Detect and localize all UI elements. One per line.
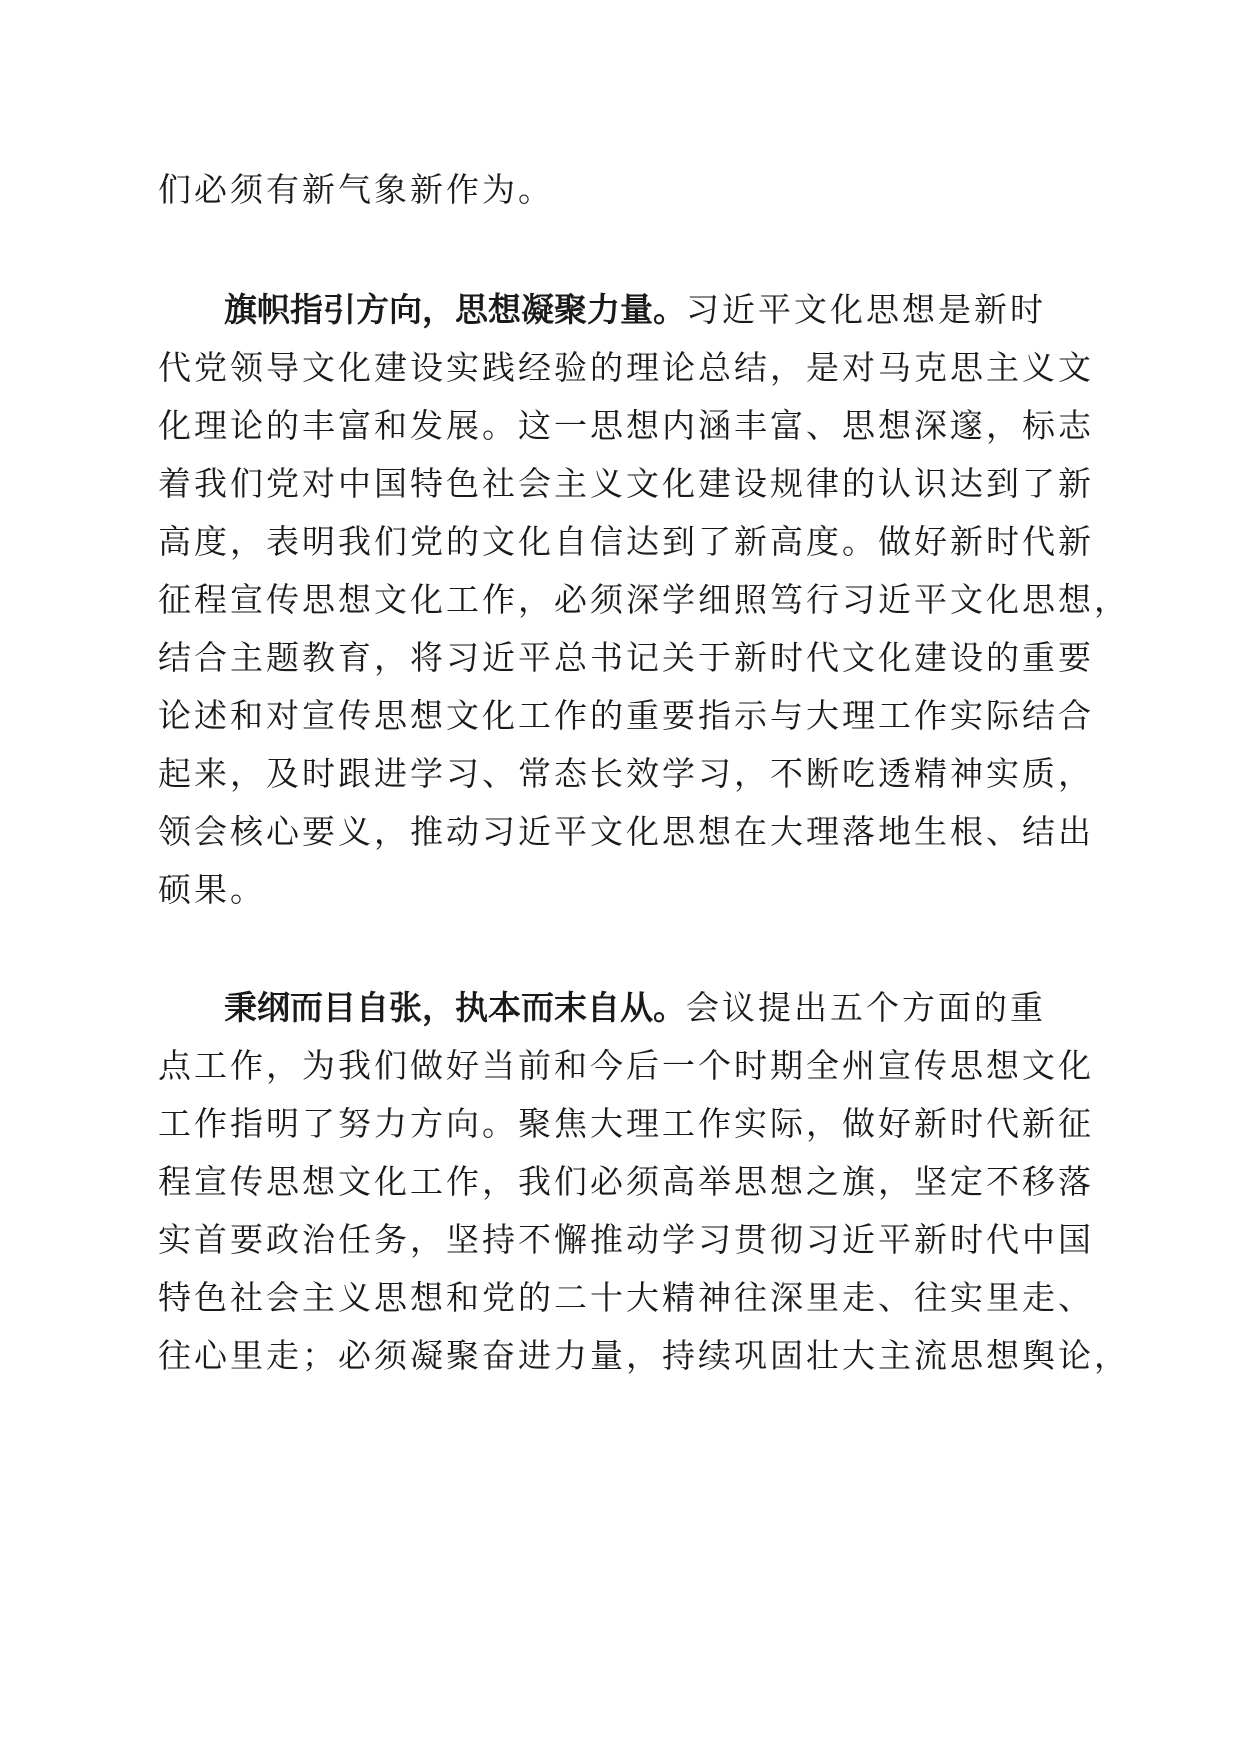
section1-line: 论述和对宣传思想文化工作的重要指示与大理工作实际结合 xyxy=(158,696,1094,735)
section1-line: 硕果。 xyxy=(158,870,266,909)
section2-line: 工作指明了努力方向。聚焦大理工作实际，做好新时代新征 xyxy=(158,1104,1094,1143)
section1-first-line xyxy=(224,290,1154,330)
section2-line: 程宣传思想文化工作，我们必须高举思想之旗，坚定不移落 xyxy=(158,1162,1094,1201)
intro-tail-line: 们必须有新气象新作为。 xyxy=(158,170,554,209)
section1-line: 高度，表明我们党的文化自信达到了新高度。做好新时代新 xyxy=(158,522,1094,561)
section1-first-line-rest: 习近平文化思想是新时 xyxy=(686,290,1046,329)
section1-line: 领会核心要义，推动习近平文化思想在大理落地生根、结出 xyxy=(158,812,1094,851)
section2-line: 点工作，为我们做好当前和今后一个时期全州宣传思想文化 xyxy=(158,1046,1094,1085)
section1-line: 着我们党对中国特色社会主义文化建设规律的认识达到了新 xyxy=(158,464,1094,503)
section1-line: 征程宣传思想文化工作，必须深学细照笃行习近平文化思想， xyxy=(158,580,1130,619)
section2-line: 实首要政治任务，坚持不懈推动学习贯彻习近平新时代中国 xyxy=(158,1220,1094,1259)
section1-line: 起来，及时跟进学习、常态长效学习，不断吃透精神实质， xyxy=(158,754,1094,793)
section2-first-line xyxy=(224,988,1154,1028)
section2-first-line-rest: 会议提出五个方面的重 xyxy=(686,988,1046,1027)
section1-line: 结合主题教育，将习近平总书记关于新时代文化建设的重要 xyxy=(158,638,1094,677)
section1-heading: 旗帜指引方向，思想凝聚力量。 xyxy=(224,290,686,329)
section2-line: 特色社会主义思想和党的二十大精神往深里走、往实里走、 xyxy=(158,1278,1094,1317)
section2-heading: 秉纲而目自张，执本而末自从。 xyxy=(224,988,686,1027)
section2-line: 往心里走；必须凝聚奋进力量，持续巩固壮大主流思想舆论， xyxy=(158,1336,1130,1375)
section1-line: 代党领导文化建设实践经验的理论总结，是对马克思主义文 xyxy=(158,348,1094,387)
section1-line: 化理论的丰富和发展。这一思想内涵丰富、思想深邃，标志 xyxy=(158,406,1094,445)
